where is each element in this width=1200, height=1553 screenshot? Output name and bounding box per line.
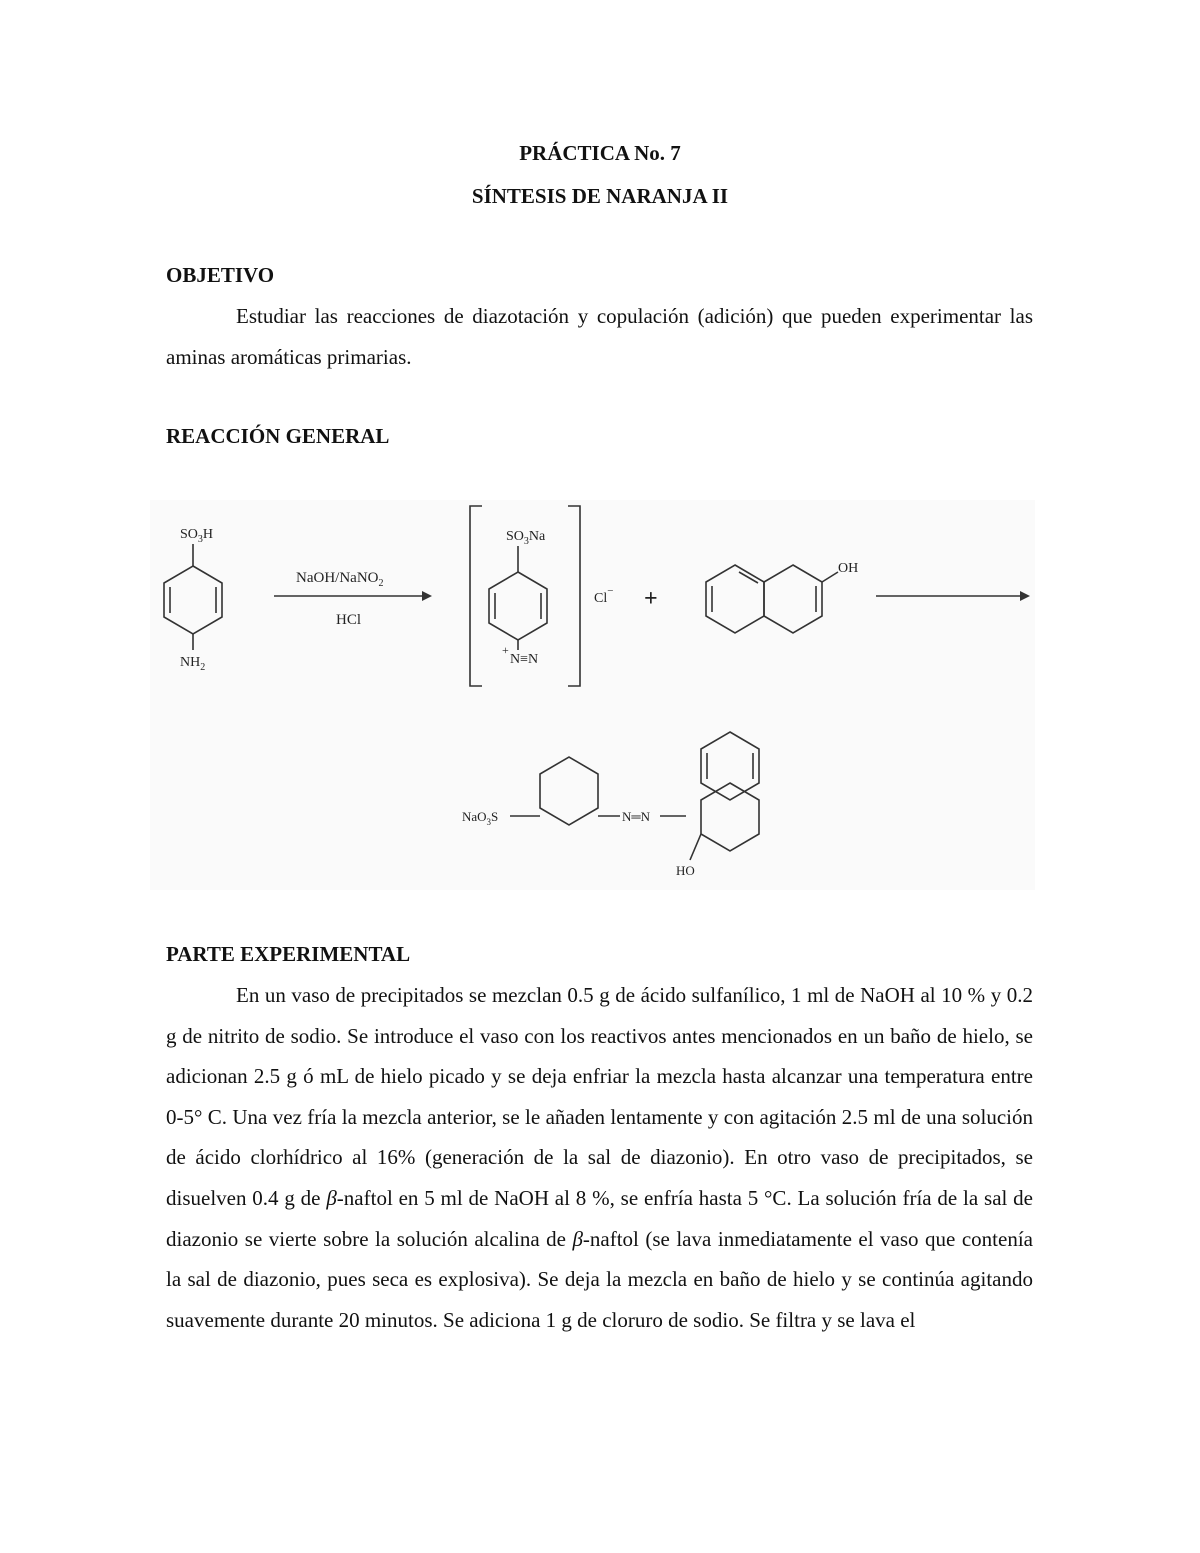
reagent-top-label: NaOH/NaNO$_2$ — [296, 570, 384, 589]
objective-paragraph — [166, 296, 1033, 377]
plus-sign: + — [644, 586, 658, 612]
reaction-scheme — [150, 500, 1035, 890]
reactant-top-label: $SO_3H$ — [180, 527, 214, 545]
product-oh-label: HO — [676, 863, 695, 878]
beta-symbol-1: β — [326, 1185, 337, 1210]
objective-text: Estudiar las reacciones de diazotación y copulación (adición) que pueden experimentar las aminas aromáticas primarias. — [166, 304, 1033, 369]
page-subtitle: SÍNTESIS DE NARANJA II — [471, 184, 729, 208]
experimental-paragraph — [166, 975, 1033, 1340]
reagent-bottom-label: HCl — [336, 612, 362, 628]
salt-bottom-label: N≡N — [510, 652, 539, 667]
experimental-text-1: En un vaso de precipitados se mezclan 0.5 g de ácido sulfanílico, 1 ml de NaOH al 10 % y 0.2 g de nitrito de sodio. Se introduce el vaso con los reactivos antes mencionados en un baño de hielo, se adicionan 2.5 g ó mL de hielo picado y se deja enfriar la mezcla hasta alcanzar una temperatura entre 0-5° C. Una vez fría la mezcla anterior, se le añaden lentamente y con agitación 2.5 ml de una solución de ácido clorhídrico al 16% (generación de la sal de diazonio). En otro vaso de precipitados, se disuelven 0.4 g de — [166, 983, 1033, 1210]
salt-plus-charge: + — [502, 643, 509, 657]
product-azo-label: N═N — [622, 809, 650, 824]
objective-heading: OBJETIVO — [166, 263, 275, 287]
reactant-bottom-label: $NH_2$ — [180, 655, 206, 673]
reaction-heading: REACCIÓN GENERAL — [166, 424, 390, 448]
salt-top-label: $SO_3Na$ — [506, 529, 546, 547]
beta-symbol-2: β — [572, 1226, 583, 1251]
naphthol-oh-label: OH — [838, 561, 859, 576]
scheme-background — [150, 500, 1035, 890]
experimental-text-2: -naftol en 5 ml de NaOH al 8 %, se enfría hasta 5 °C. La solución fría de la sal de diazonio se vierte sobre la solución alcalina de — [166, 1185, 1033, 1251]
page-title: PRÁCTICA No. 7 — [519, 141, 681, 165]
counter-ion-label: Cl− — [594, 585, 614, 606]
product-left-label: NaO$_3$S — [462, 809, 499, 827]
experimental-heading: PARTE EXPERIMENTAL — [166, 942, 411, 966]
experimental-text-3: -naftol (se lava inmediatamente el vaso que contenía la sal de diazonio, pues seca es explosiva). Se deja la mezcla en baño de hielo y se continúa agitando suavemente durante 20 minutos. Se adiciona 1 g de cloruro de sodio. Se filtra y se lava el — [166, 1226, 1033, 1332]
